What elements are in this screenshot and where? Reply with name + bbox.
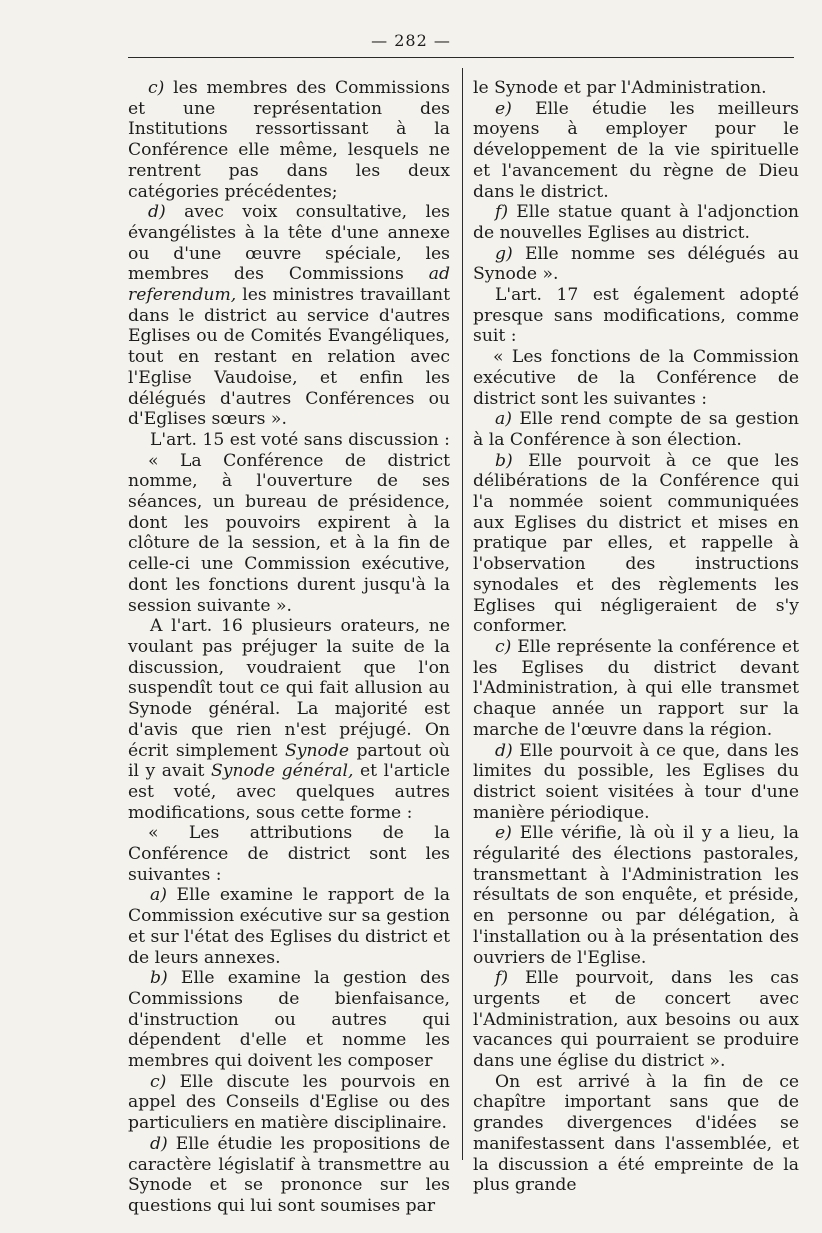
item-label: e) <box>495 823 512 844</box>
paragraph <box>473 451 799 637</box>
item-label: c) <box>148 78 165 98</box>
paragraph <box>128 616 450 823</box>
item-label: d) <box>150 1133 168 1154</box>
paragraph-text: Elle étudie les meilleurs moyens à employer pour le développement de la vie spirituelle et l'avancement du règne de Dieu dans le district. <box>473 98 799 202</box>
paragraph <box>128 968 450 1072</box>
paragraph <box>473 968 799 1072</box>
paragraph <box>473 285 799 347</box>
item-label: a) <box>150 885 167 906</box>
paragraph-text: L'art. 17 est également adopté presque sans modifications, comme suit : <box>473 285 799 347</box>
paragraph-text: « Les attributions de la Conférence de district sont les suivantes : <box>128 823 450 885</box>
paragraph <box>128 823 450 885</box>
paragraph-text: Elle étudie les propositions de caractère législatif à transmettre au Synode et se prononce sur les questions qui lui sont soumises par <box>128 1133 450 1216</box>
paragraph-text: Elle examine le rapport de la Commission exécutive sur sa gestion et sur l'état des Eglises du district et de leurs annexes. <box>128 885 451 968</box>
item-label: b) <box>150 968 168 989</box>
paragraph-text: les membres des Commissions et une représentation des Institutions ressortissant à la Conférence elle même, lesquels ne rentrent pas dans les deux catégories précédentes; <box>128 78 450 202</box>
paragraph-text: et l'article est voté, avec quelques autres modifications, sous cette forme : <box>128 761 450 823</box>
page-number: — 282 — <box>371 31 451 50</box>
paragraph <box>128 451 450 617</box>
item-label: f) <box>495 202 509 223</box>
paragraph-text: partout où il y avait <box>128 740 451 782</box>
paragraph <box>473 78 799 99</box>
italic-term: Synode <box>284 740 350 761</box>
item-label: a) <box>495 409 512 430</box>
paragraph-text: Elle pourvoit à ce que, dans les limites du possible, les Eglises du district soient visitées à tour d'une manière périodique. <box>473 740 799 823</box>
paragraph-text: On est arrivé à la fin de ce chapître important sans que de grandes divergences d'idées se manifestassent dans l'assemblée, et la discussion a été empreinte de la plus grande <box>473 1071 799 1196</box>
paragraph-text: « Les fonctions de la Commission exécutive de la Conférence de district sont les suivantes : <box>473 347 799 409</box>
paragraph-text: Elle pourvoit à ce que les délibérations de la Conférence qui l'a nommée soient communiquées aux Eglises du district et mises en pratique par elles, et rappelle à l'observation des instructions synodales et des règlements les Eglises qui négligeraient de s'y conformer. <box>473 450 799 637</box>
item-label: b) <box>495 450 513 471</box>
paragraph-text: Elle statue quant à l'adjonction de nouvelles Eglises au district. <box>473 202 799 243</box>
paragraph-text: Elle rend compte de sa gestion à la Conférence à son élection. <box>473 409 799 450</box>
paragraph-text: L'art. 15 est voté sans discussion : <box>150 429 450 450</box>
paragraph <box>473 99 799 203</box>
paragraph <box>128 885 450 968</box>
item-label: g) <box>495 243 513 264</box>
paragraph <box>128 78 450 202</box>
paragraph-text: le Synode et par l'Administration. <box>473 78 767 98</box>
paragraph-text: les ministres travaillant dans le district au service d'autres Eglises ou de Comités Evangéliques, tout en restant en relation avec l'Eglise Vaudoise, et enfin les délégués d'autres Conférences ou d'Eglises sœurs ». <box>128 285 450 430</box>
paragraph-text: Elle discute les pourvois en appel des Conseils d'Eglise ou des particuliers en matière disciplinaire. <box>128 1071 450 1134</box>
paragraph-text: Elle examine la gestion des Commissions de bienfaisance, d'instruction ou autres qui dépendent d'elle et nomme les membres qui doivent les composer <box>128 968 450 1072</box>
paragraph-text: Elle représente la conférence et les Eglises du district devant l'Administration, à qui elle transmet chaque année un rapport sur la marche de l'œuvre dans la région. <box>473 636 799 740</box>
item-label: c) <box>150 1071 167 1092</box>
paragraph-text: avec voix consultative, les évangélistes à la tête d'une annexe ou d'une œuvre spéciale, les membres des Commissions <box>128 202 450 285</box>
paragraph <box>128 1072 450 1134</box>
header-rule <box>128 57 794 58</box>
paragraph-text: Elle pourvoit, dans les cas urgents et de concert avec l'Administration, aux besoins ou aux vacances qui pourraient se produire dans une église du district ». <box>473 968 799 1072</box>
paragraph <box>473 637 799 741</box>
paragraph <box>473 741 799 824</box>
paragraph <box>473 409 799 450</box>
paragraph-text: Elle nomme ses délégués au Synode ». <box>473 243 799 285</box>
paragraph <box>128 202 450 430</box>
item-label: e) <box>495 98 512 119</box>
paragraph <box>473 347 799 409</box>
column-divider <box>462 68 463 1160</box>
item-label: d) <box>495 740 513 761</box>
paragraph-text: « La Conférence de district nomme, à l'ouverture de ses séances, un bureau de présidence, dont les pouvoirs expirent à la clôture de la session, et à la fin de celle-ci une Commission exécutive, dont les fonctions durent jusqu'à la session suivante ». <box>128 450 450 616</box>
italic-term: ad referendum, <box>128 264 450 306</box>
italic-term: Synode général, <box>210 761 354 782</box>
paragraph <box>473 202 799 243</box>
item-label: d) <box>148 202 166 223</box>
item-label: c) <box>495 636 512 657</box>
paragraph-text: Elle vérifie, là où il y a lieu, la régularité des élections pastorales, transmettant à l'Administration les résultats de son enquête, et préside, en personne ou par délégation, à l'installation ou à la présentation des ouvriers de l'Eglise. <box>473 823 799 968</box>
paragraph <box>473 1072 799 1196</box>
paragraph <box>473 823 799 968</box>
paragraph <box>128 430 450 451</box>
left-column <box>128 78 450 1217</box>
paragraph <box>473 244 799 285</box>
paragraph <box>128 1134 450 1217</box>
paragraph-text: A l'art. 16 plusieurs orateurs, ne voulant pas préjuger la suite de la discussion, voudraient que l'on suspendît tout ce qui fait allusion au Synode général. La majorité est d'avis que rien n'est préjugé. On écrit simplement <box>128 616 450 761</box>
right-column <box>473 78 799 1196</box>
item-label: f) <box>495 968 509 989</box>
